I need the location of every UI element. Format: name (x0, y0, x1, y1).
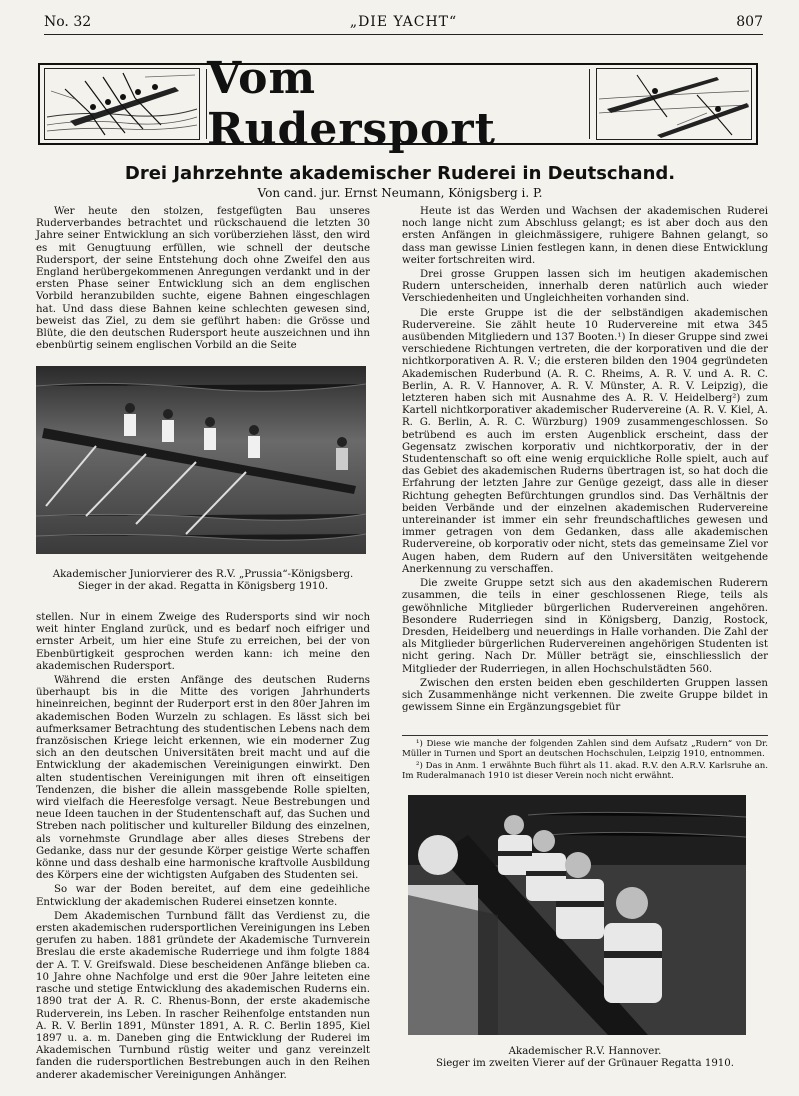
footnotes (402, 735, 768, 783)
column-left-bottom (36, 612, 370, 1081)
paragraph: Die zweite Gruppe setzt sich aus den akademischen Ruderern zusammen, die teils in einer geschlossenen Riege, teils als gewöhnliche Mitglieder bürgerlichen Rudervereinen angehören. Besondere Ruderriegen sind in Königsberg, Danzig, Rostock, Dresden, Heidelberg und neuerdings in Halle vorhanden. Die Zahl der als Mitglieder bürgerlichen Rudervereinen angehörigen Studenten ist nicht gering. Nach Dr. Müller beträgt sie, einschliesslich der Mitglieder der Ruderriegen, in allen Hochschulstädten 560. (402, 578, 768, 675)
caption-line: Akademischer Juniorvierer des R.V. „Prussia“-Königsberg. (52, 569, 354, 580)
paragraph: stellen. Nur in einem Zweige des Rudersports sind wir noch weit hinter England zurück, und es bedarf noch eifriger und ernster Arbeit, um hier eine Stufe zu erreichen, bei der von Ebenbürtigkeit gesprochen werden kann: ich meine den akademischen Rudersport. (36, 612, 370, 672)
photo1-caption (36, 569, 370, 593)
column-left-top (36, 206, 370, 356)
journal-name: „DIE YACHT“ (349, 14, 458, 30)
paragraph: Wer heute den stolzen, festgefügten Bau unseres Ruderverbandes betrachtet und rückschauend die letzten 30 Jahre seiner Entwicklung an sich vorüberziehen lässt, den wird es mit Genugtuung erfüllen, wie schnell der deutsche Rudersport, der seine Entstehung doch ohne Zweifel den aus England herübergekommenen Anregungen verdankt und in der ersten Phase seiner Entwicklung sich an dem englischen Vorbild heranzubilden suchte, eigene Bahnen eingeschlagen hat. Und dass diese Bahnen keine schlechten gewesen sind, beweist das Ziel, zu dem sie geführt haben: die Grösse und Blüte, die den deutschen Rudersport heute auszeichnen und ihn ebenbürtig seinem englischen Vorbild an die Seite (36, 206, 370, 352)
paragraph: Heute ist das Werden und Wachsen der akademischen Ruderei noch lange nicht zum Abschluss gelangt; es ist aber doch aus den ersten Anfängen in gleichmässigere, ruhigere Bahnen gelangt, so dass man gewisse Linien festlegen kann, in denen diese Entwicklung weiter fortschreiten wird. (402, 206, 768, 266)
rowing-illustration-right (596, 68, 752, 140)
running-head (44, 12, 763, 35)
paragraph: So war der Boden bereitet, auf dem eine gedeihliche Entwicklung der akademischen Ruderei einsetzen konnte. (36, 884, 370, 908)
photo-hannover-crew (408, 795, 746, 1035)
paragraph: Dem Akademischen Turnbund fällt das Verdienst zu, die ersten akademischen rudersportlichen Vereinigungen ins Leben gerufen zu haben. 1881 gründete der Akademische Turnverein Breslau die erste akademische Ruderriege und ihm folgte 1884 der A. T. V. Greifswald. Diese bescheidenen Anfänge blieben ca. 10 Jahre ohne Nachfolge und erst die 90er Jahre leiteten eine rasche und stetige Entwicklung des akademischen Ruderns ein. 1890 trat der A. R. C. Rhenus-Bonn, der erste akademische Ruderverein, ins Leben. In rascher Reihenfolge entstanden nun A. R. V. Berlin 1891, Münster 1891, A. R. C. Berlin 1895, Kiel 1897 u. a. m. Daneben ging die Entwicklung der Ruderei im Akademischen Turnbund rüstig weiter und ganz vereinzelt fanden die rudersportlichen Bestrebungen auch in den Reihen anderer akademischer Vereinigungen Anhänger. (36, 910, 370, 1081)
issue-number: No. 32 (44, 14, 92, 30)
paragraph: Drei grosse Gruppen lassen sich im heutigen akademischen Rudern unterscheiden, innerhalb deren natürlich auch wieder Verschiedenheiten und Ungleichheiten vorhanden sind. (402, 269, 768, 305)
column-right (402, 206, 768, 728)
article-byline: Von cand. jur. Ernst Neumann, Königsberg i. P. (257, 186, 543, 200)
footnote: ²) Das in Anm. 1 erwähnte Buch führt als 11. akad. R.V. den A.R.V. Karlsruhe an. Im Ruderalmanach 1910 ist dieser Verein noch nicht erwähnt. (402, 760, 768, 782)
section-title: Vom Rudersport (206, 69, 590, 139)
caption-line: Akademischer R.V. Hannover. (508, 1046, 662, 1057)
paragraph: Die erste Gruppe ist die der selbständigen akademischen Rudervereine. Sie zählt heute 10 Rudervereine mit etwa 345 ausübenden Mitgliedern und 137 Booten.¹) In dieser Gruppe sind zwei verschiedene Richtungen vertreten, die der korporativen und die der nichtkorporativen A. R. V.; die ersteren bilden den 1904 gegründeten Akademischen Ruderbund (A. R. C. Rheims, A. R. V. und A. R. C. Berlin, A. R. V. Hannover, A. R. V. Münster, A. R. V. Leipzig), die letzteren haben sich mit Ausnahme des A. R. V. Heidelberg²) zum Kartell nichtkorporativer akademischer Rudervereine (A. R. V. Kiel, A. R. G. Berlin, A. R. C. Würzburg) 1909 zusammengeschlossen. So betrübend es auch im ersten Augenblick erscheint, dass der Gegensatz zwischen korporativ und nichtkorporativ, der in der Studentenschaft so oft eine wenig erquickliche Rolle spielt, auch auf das Gebiet des akademischen Ruderns übertragen ist, so hat doch die Erfahrung der letzten Jahre zur Genüge gezeigt, dass alle in dieser Richtung gehegten Befürchtungen grundlos sind. Das Verhältnis der beiden Verbände und der einzelnen akademischen Rudervereine untereinander ist immer ein sehr freundschaftliches gewesen und immer getragen von dem Gedanken, dass alle akademischen Rudervereine, ob korporativ oder nicht, stets das gemeinsame Ziel vor Augen haben, dem Rudern auf den Universitäten weitgehende Anerkennung zu verschaffen. (402, 307, 769, 575)
article-title: Drei Jahrzehnte akademischer Ruderei in Deutschand. (124, 163, 676, 184)
caption-line: Sieger im zweiten Vierer auf der Grünauer Regatta 1910. (435, 1058, 734, 1070)
photo-prussia-four (36, 366, 366, 554)
section-banner (38, 53, 758, 155)
paragraph: Zwischen den ersten beiden eben geschilderten Gruppen lassen sich Zusammenhänge nicht verkennen. Die zweite Gruppe bildet in gewissem Sinne ein Ergänzungsgebiet für (402, 677, 768, 714)
page-number: 807 (736, 14, 763, 30)
rowing-illustration-left (44, 68, 200, 140)
footnote: ¹) Diese wie manche der folgenden Zahlen sind dem Aufsatz „Rudern“ von Dr. Müller in Turnen und Sport an deutschen Hochschulen, Leipzig 1910, entnommen. (402, 739, 768, 760)
paragraph: Während die ersten Anfänge des deutschen Ruderns überhaupt bis in die Mitte des vorigen Jahrhunderts hineinreichen, beginnt der Ruderport erst in den 80er Jahren im akademischen Boden Wurzeln zu schlagen. Es lässt sich bei aufmerksamer Betrachtung des studentischen Lebens nach dem französischen Kriege leicht erkennen, wie ein moderner Zug sich an den deutschen Universitäten breit macht und auf die Entwicklung der akademischen Vereinigungen einwirkt. Den alten studentischen Vereinigungen mit ihren oft einseitigen Tendenzen, die bisher die allein massgebende Rolle spielten, wird vielfach die Heeresfolge versagt. Neue Bestrebungen und neue Ideen tauchen in der Studentenschaft auf, das Suchen und Streben nach politischer und kultureller Bildung des einzelnen, als vornehmste Grundlage aber alles dieses Strebens der Gedanke, dass nur der gesunde Körper geistige Werte schaffen könne und dass deshalb eine harmonische kraftvolle Ausbildung des Körpers eine der wichtigsten Aufgaben des Studenten sei. (36, 675, 370, 882)
caption-line: Sieger in der akad. Regatta in Königsberg 1910. (77, 581, 329, 593)
photo2-caption (402, 1046, 768, 1070)
